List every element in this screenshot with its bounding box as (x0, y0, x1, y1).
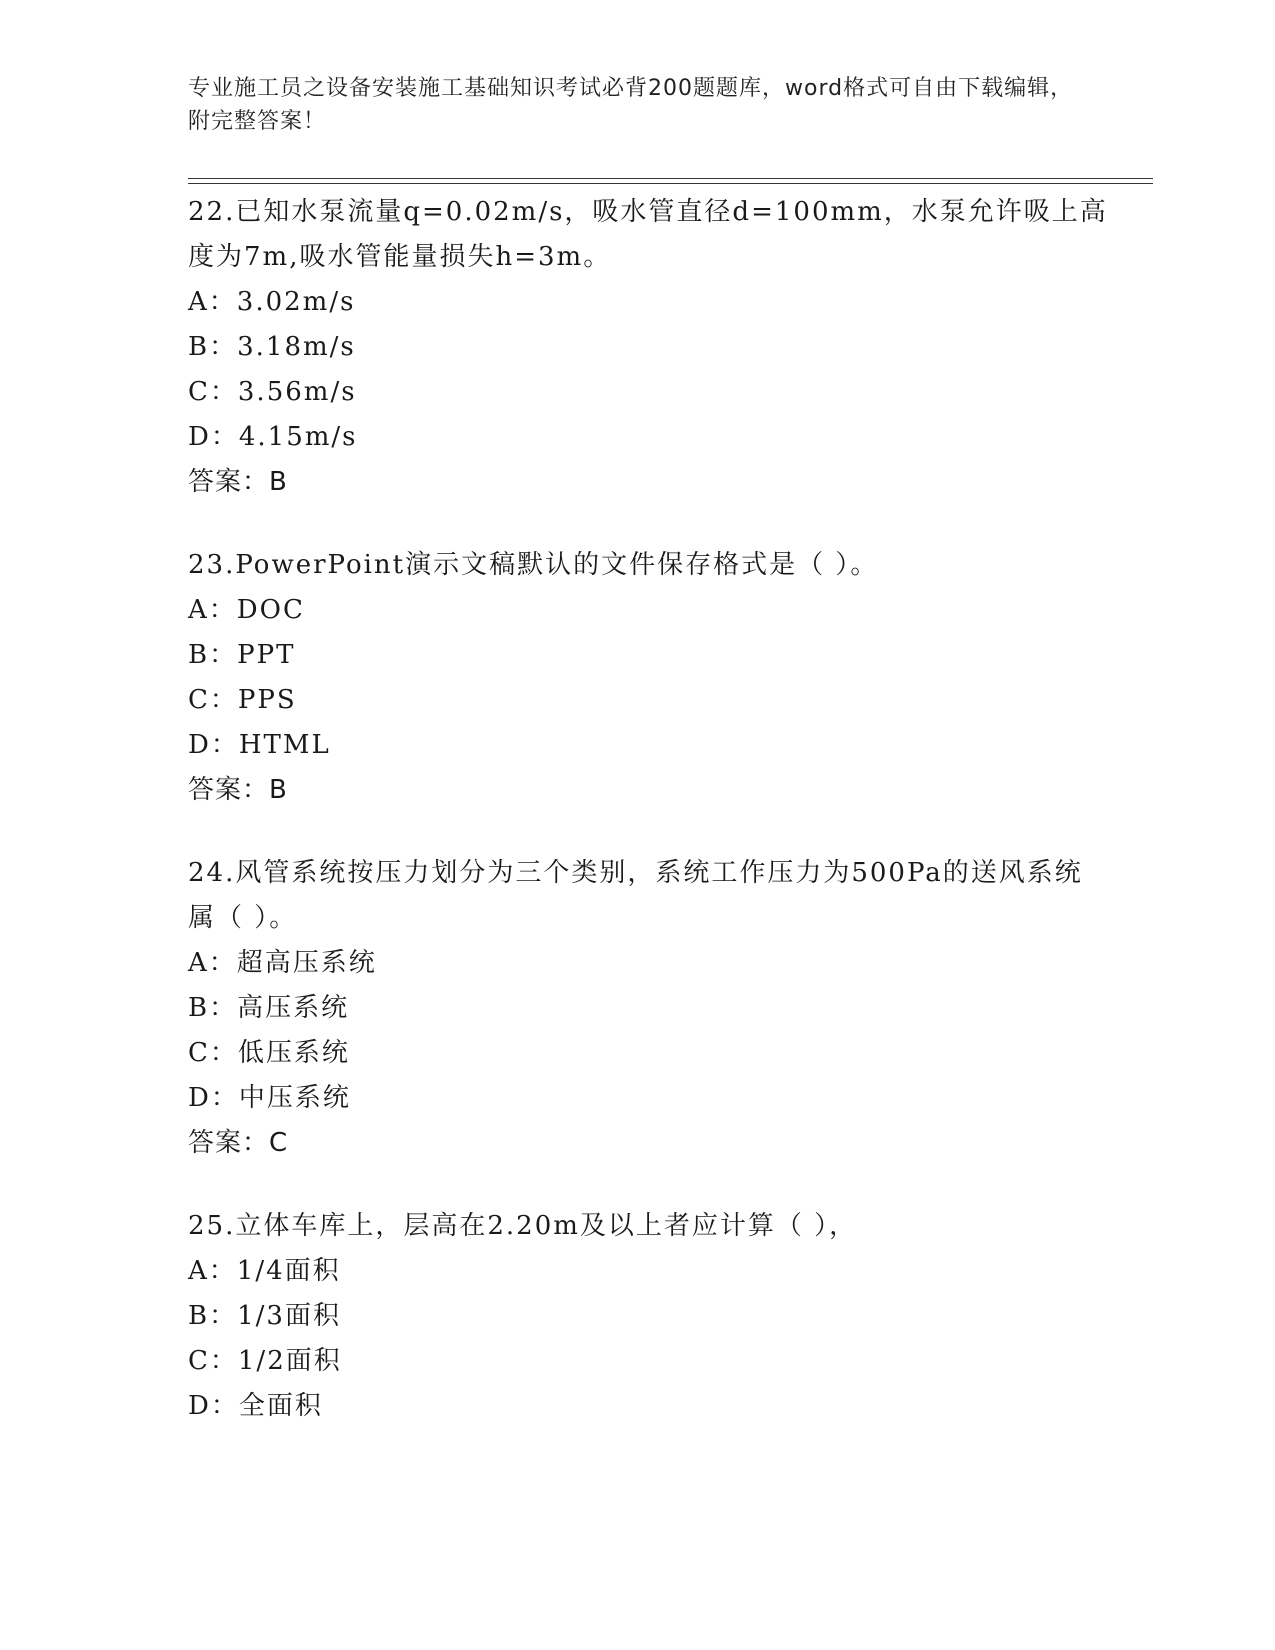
answer: 答案：B (188, 467, 288, 497)
option-a: A：3.02m/s (188, 287, 356, 317)
option-b: B：高压系统 (188, 993, 350, 1023)
document-header: 专业施工员之设备安装施工基础知识考试必背200题题库，word格式可自由下载编辑，附完整答案！ (188, 76, 1074, 134)
question-stem: 23.PowerPoint演示文稿默认的文件保存格式是（ ）。 (188, 550, 879, 580)
option-c: C：3.56m/s (188, 377, 357, 407)
option-d: D：全面积 (188, 1391, 323, 1421)
question-list (188, 190, 1108, 1467)
question-stem: 22.已知水泵流量q=0.02m/s，吸水管直径d=100mm，水泵允许吸上高度为7m,吸水管能量损失h=3m。 (188, 197, 1108, 272)
question-stem: 25.立体车库上，层高在2.20m及以上者应计算（ ）， (188, 1211, 858, 1241)
option-c: C：低压系统 (188, 1038, 350, 1068)
question-22 (188, 190, 1108, 505)
option-a: A：超高压系统 (188, 948, 377, 978)
question-stem: 24.风管系统按压力划分为三个类别，系统工作压力为500Pa的送风系统属（ ）。 (188, 858, 1083, 933)
question-25 (188, 1204, 1108, 1429)
option-b: B：PPT (188, 640, 296, 670)
option-d: D：4.15m/s (188, 422, 358, 452)
question-23 (188, 543, 1108, 813)
option-d: D：HTML (188, 730, 331, 760)
option-a: A：1/4面积 (188, 1256, 341, 1286)
option-c: C：PPS (188, 685, 297, 715)
option-d: D：中压系统 (188, 1083, 351, 1113)
option-b: B：1/3面积 (188, 1301, 341, 1331)
option-a: A：DOC (188, 595, 305, 625)
question-24 (188, 851, 1108, 1166)
option-b: B：3.18m/s (188, 332, 356, 362)
answer: 答案：C (188, 1128, 289, 1158)
header-rule-top (188, 178, 1153, 179)
header-rule-bottom (188, 183, 1153, 184)
option-c: C：1/2面积 (188, 1346, 342, 1376)
answer: 答案：B (188, 775, 288, 805)
